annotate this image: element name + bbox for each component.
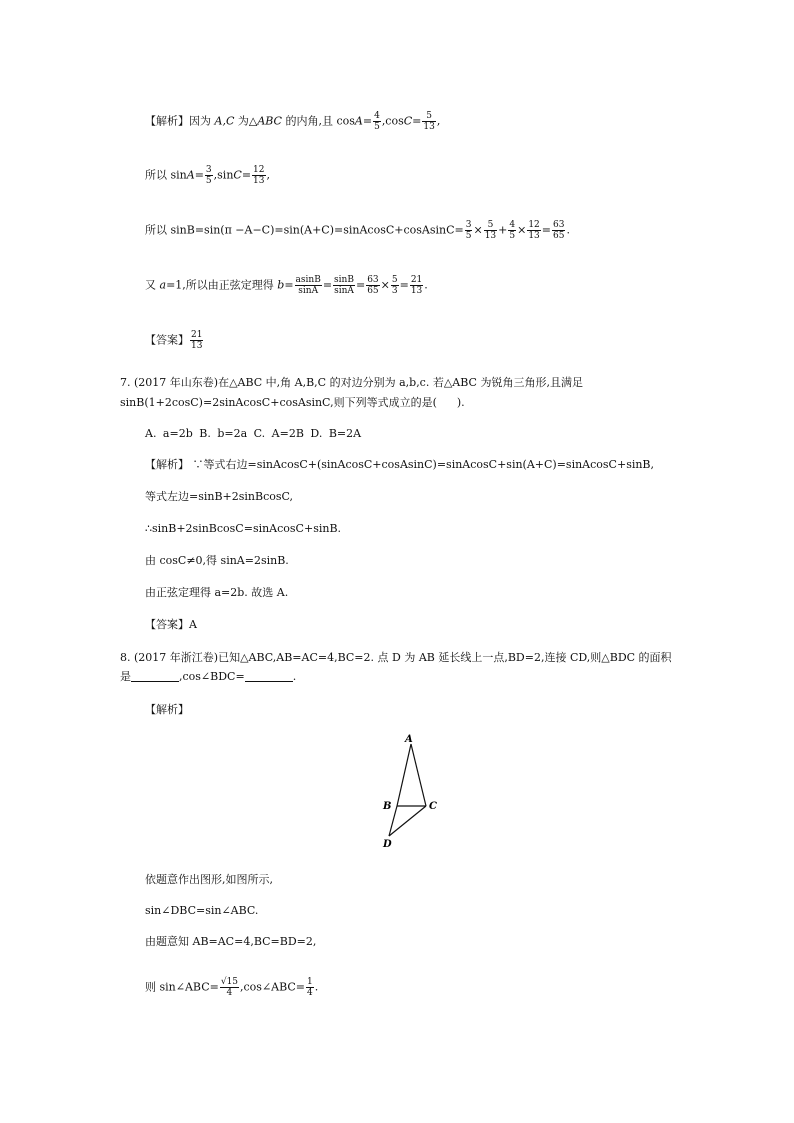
q8-stem-2: 是 ,cos∠BDC= . <box>120 670 297 683</box>
q8-stem-1: 8. (2017 年浙江卷)已知△ABC,AB=AC=4,BC=2. 点 D 为 AB 延长线上一点,BD=2,连接 CD,则△BDC 的面积 <box>120 651 672 664</box>
q8-solution-1: 依题意作出图形,如图所示, <box>145 873 273 886</box>
q7-stem-2: sinB(1+2cosC)=2sinAcosC+cosAsinC,则下列等式成立的是( ). <box>120 396 465 409</box>
fraction: $\frac{3}{5}$ <box>205 165 212 186</box>
fraction: $\frac{4}{5}$ <box>509 220 516 241</box>
fraction: $\frac{4}{5}$ <box>374 111 380 132</box>
q7-stem-1: 7. (2017 年山东卷)在△ABC 中,角 A,B,C 的对边分别为 a,b,c. 若△ABC 为锐角三角形,且满足 <box>120 376 583 389</box>
q7-answer: 【答案】A <box>145 618 197 631</box>
sol6-line-4: 又 a=1,所以由正弦定理得 b= $\frac{asinB}{\sin A}$ = $\frac{\sin B}{\sin A}$ = $\frac{63}{65}$ × $\frac{5}{3}$ = $\frac{21}{13}$ . <box>145 275 428 296</box>
q7-options: A. a=2b B. b=2a C. A=2B D. B=2A <box>145 427 362 440</box>
q8-analysis-tag: 【解析】 <box>145 703 189 716</box>
sol6-line-2: 所以 sinA= $\frac{3}{5}$ ,sinC= $\frac{12}{13}$ , <box>145 165 270 186</box>
fraction: $\frac{\sin B}{\sin A}$ <box>334 275 354 296</box>
q7-analysis-1: 【解析】 ∵等式右边=sinAcosC+(sinAcosC+cosAsinC)=sinAcosC+sin(A+C)=sinAcosC+sinB, <box>145 458 655 471</box>
answer-tag: 【答案】 <box>145 618 189 631</box>
vertex-label-b: B <box>383 801 392 812</box>
fraction: $\frac{21}{13}$ <box>191 330 203 351</box>
fraction: $\frac{12}{13}$ <box>253 165 265 186</box>
q8-solution-4: 则 sin∠ABC= $\frac{√15}{4}$ ,cos∠ABC= $\frac{1}{4}$ . <box>145 977 319 998</box>
q8-solution-2: sin∠DBC=sin∠ABC. <box>145 904 259 917</box>
sol6-line-3: 所以 sinB=sin(π −A−C)=sin(A+C)=sinAcosC+cosAsinC= $\frac{3}{5}$ × $\frac{5}{13}$ + $\frac{4}{5}$ × $\frac{12}{13}$ = $\frac{63}{65}$ . <box>145 220 570 241</box>
analysis-tag: 【解析】 <box>145 458 189 471</box>
fraction: $\frac{63}{65}$ <box>367 275 379 296</box>
q7-analysis-2: 等式左边=sinB+2sinBcosC, <box>145 490 294 503</box>
vertex-label-d: D <box>383 839 392 850</box>
fraction: $\frac{12}{13}$ <box>528 220 540 241</box>
analysis-tag: 【解析】 <box>145 114 189 128</box>
q7-analysis-5: 由正弦定理得 a=2b. 故选 A. <box>145 586 289 599</box>
fraction: $\frac{5}{13}$ <box>423 111 435 132</box>
fraction: $\frac{5}{3}$ <box>391 275 398 296</box>
answer-blank-cos <box>245 671 293 682</box>
q7-analysis-3: ∴sinB+2sinBcosC=sinAcosC+sinB. <box>145 522 342 535</box>
vertex-label-c: C <box>429 801 437 812</box>
fraction: $\frac{3}{5}$ <box>465 220 472 241</box>
sol6-answer <box>145 330 204 351</box>
q7-analysis-4: 由 cosC≠0,得 sinA=2sinB. <box>145 554 289 567</box>
fraction: $\frac{21}{13}$ <box>410 275 423 296</box>
fraction: $\frac{5}{13}$ <box>484 220 497 241</box>
q8-solution-3: 由题意知 AB=AC=4,BC=BD=2, <box>145 935 317 948</box>
vertex-label-a: A <box>405 734 413 745</box>
sol6-line-1: 【解析】因为 A,C 为△ABC 的内角,且 cosA= $\frac{4}{5}$ ,cosC= $\frac{5}{13}$ , <box>145 111 441 132</box>
answer-tag: 【答案】 <box>145 333 189 347</box>
fraction: $\frac{√15}{4}$ <box>220 977 239 998</box>
fraction: $\frac{asinB}{\sin A}$ <box>295 275 321 296</box>
answer-blank-area <box>131 671 179 682</box>
fraction: $\frac{63}{65}$ <box>553 220 565 241</box>
fraction: $\frac{1}{4}$ <box>307 977 313 998</box>
triangle-figure <box>372 730 462 850</box>
